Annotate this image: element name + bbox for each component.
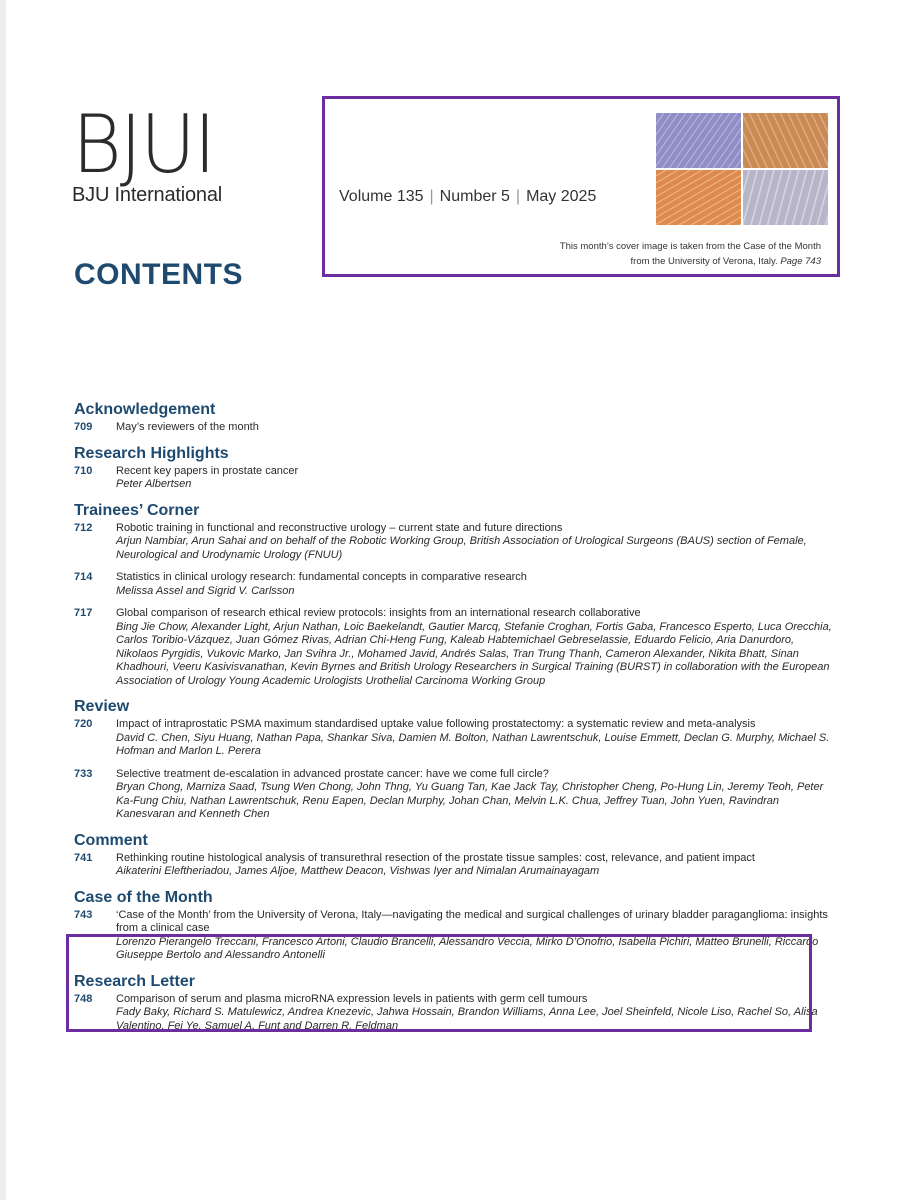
- toc-entry[interactable]: [74, 421, 834, 435]
- cover-caption-text: from the University of Verona, Italy.: [630, 256, 778, 267]
- toc-entry[interactable]: [74, 993, 834, 1034]
- issue-info-box: [322, 96, 840, 277]
- entry-authors: Aikaterini Eleftheriadou, James Aljoe, Matthew Deacon, Vishwas Iyer and Nimalan Arumainayagam: [116, 865, 600, 877]
- entry-authors: Bryan Chong, Marniza Saad, Tsung Wen Chong, John Thng, Yu Guang Tan, Kae Jack Tay, Christopher Cheng, Po-Hung Lin, Jeremy Teoh, Peter Ka-Fung Chiu, Nathan Lawrentschuk, Renu Eapen, Declan Murphy, Johan Chan, Melvin L.K. Chua, Jeffrey Tuan, John Yuen, Ravindran Kanesvaran and Kenneth Chen: [116, 781, 824, 820]
- entry-page-number: 743: [74, 908, 93, 921]
- entry-page-number: 720: [74, 718, 93, 730]
- section-heading: Trainees’ Corner: [74, 501, 200, 519]
- entry-title: May’s reviewers of the month: [116, 421, 259, 433]
- entry-page-number: 717: [74, 607, 93, 619]
- logo-subtitle: BJU International: [72, 184, 223, 206]
- issue-separator: |: [515, 188, 521, 205]
- entry-page-number: 712: [74, 521, 93, 534]
- section-heading: Review: [74, 698, 130, 715]
- entry-authors: Melissa Assel and Sigrid V. Carlsson: [116, 584, 295, 597]
- entry-page-number: 710: [74, 464, 93, 477]
- section-heading: Comment: [74, 831, 148, 849]
- entry-body: [116, 465, 834, 492]
- entry-body: [116, 607, 834, 688]
- section-heading: Research Highlights: [74, 444, 229, 462]
- entry-body: [116, 909, 834, 963]
- toc-entry[interactable]: [74, 522, 834, 563]
- entry-page-number: 709: [74, 421, 93, 433]
- entry-body: [116, 768, 834, 822]
- logo-wordmark: BJUI: [72, 96, 215, 191]
- entry-title: Recent key papers in prostate cancer: [116, 464, 299, 477]
- section-heading: Acknowledgement: [74, 401, 216, 418]
- entry-title: Comparison of serum and plasma microRNA expression levels in patients with germ cell tumours: [116, 992, 588, 1005]
- toc-entry[interactable]: [74, 718, 834, 759]
- cover-tile-ihc-orange: [656, 170, 741, 225]
- entry-authors: Arjun Nambiar, Arun Sahai and on behalf of the Robotic Working Group, British Association of Urological Surgeons (BAUS) section of Female, Neurological and Urodynamic Urology (FNUU): [116, 535, 807, 561]
- toc-entry[interactable]: [74, 768, 834, 822]
- cover-caption-page: Page 743: [780, 256, 821, 267]
- entry-authors: Fady Baky, Richard S. Matulewicz, Andrea Knezevic, Jahwa Hossain, Brandon Williams, Anna Lee, Joel Sheinfeld, Nicole Liso, Rachel So, Alisa Valentino, Fei Ye, Samuel A. Funt and Darren R. Feldman: [116, 1006, 818, 1032]
- entry-body: [116, 718, 834, 759]
- entry-authors: Bing Jie Chow, Alexander Light, Arjun Nathan, Loic Baekelandt, Gautier Marcq, Stefanie Croghan, Fortis Gaba, Francesco Esperto, Luca Orecchia, Carlos Toribio-Vázquez, Juan Gómez Rivas, Adrian Chi-Heng Fung, Kaleab Habtemichael Gebreselassie, Eduardo Felicio, Aria Danurdoro, Nikolaos Pyrgidis, Vukovic Marko, Jan Svihra Jr., Mohamed Javid, Andrés Salas, Tran Trung Thanh, Cameron Alexander, Nikita Bhatt, Sinan Khadhouri, Veeru Kasivisvanathan, Kevin Byrnes and British Urology Researchers in Surgical Training (BURST) in collaboration with the European Association of Urology Young Academic Urologists Urothelial Carcinoma Working Group: [116, 620, 832, 687]
- toc-entry[interactable]: [74, 571, 834, 598]
- issue-date: May 2025: [526, 188, 597, 205]
- issue-separator: |: [429, 188, 434, 205]
- entry-page-number: 748: [74, 992, 93, 1005]
- table-of-contents: [74, 400, 834, 1042]
- issue-line: [339, 188, 596, 206]
- toc-section: [74, 972, 834, 1034]
- toc-entry[interactable]: [74, 465, 834, 492]
- section-heading: Case of the Month: [74, 888, 213, 906]
- entry-body: [116, 993, 834, 1034]
- section-heading: Research Letter: [74, 972, 195, 990]
- toc-section: [74, 831, 834, 879]
- toc-section: [74, 444, 834, 492]
- issue-number: Number 5: [439, 188, 510, 205]
- entry-body: [116, 571, 834, 598]
- entry-title: Statistics in clinical urology research: fundamental concepts in comparative research: [116, 571, 527, 583]
- page-edge-rule: [0, 0, 6, 1200]
- toc-entry[interactable]: [74, 607, 834, 688]
- toc-section: [74, 697, 834, 822]
- entry-authors: Lorenzo Pierangelo Treccani, Francesco Artoni, Claudio Brancelli, Alessandro Veccia, Mirko D’Onofrio, Isabella Pichiri, Matteo Brunelli, Riccardo Giuseppe Bertolo and Alessandro Antonelli: [116, 935, 819, 961]
- entry-title: Robotic training in functional and reconstructive urology – current state and future directions: [116, 521, 563, 534]
- contents-heading: CONTENTS: [74, 258, 243, 291]
- entry-authors: Peter Albertsen: [116, 478, 192, 490]
- entry-page-number: 733: [74, 767, 93, 780]
- cover-caption-line2: [560, 254, 821, 269]
- entry-page-number: 714: [74, 571, 93, 583]
- issue-volume: Volume 135: [339, 188, 424, 205]
- entry-title: ‘Case of the Month’ from the University of Verona, Italy—navigating the medical and surgical challenges of urinary bladder paraganglioma: insights from a clinical case: [116, 908, 828, 934]
- cover-image: [656, 113, 828, 225]
- entry-authors: David C. Chen, Siyu Huang, Nathan Papa, Shankar Siva, Damien M. Bolton, Nathan Lawrentschuk, Louise Emmett, Declan G. Murphy, Michael S. Hofman and Marlon L. Perera: [116, 731, 830, 757]
- cover-caption: [560, 239, 821, 269]
- toc-entry[interactable]: [74, 909, 834, 963]
- entry-body: [116, 852, 834, 879]
- toc-entry[interactable]: [74, 852, 834, 879]
- toc-section: [74, 888, 834, 963]
- entry-body: [116, 522, 834, 563]
- entry-title: Selective treatment de-escalation in advanced prostate cancer: have we come full circle?: [116, 767, 549, 780]
- toc-section: [74, 501, 834, 689]
- journal-logo: [72, 96, 223, 207]
- cover-tile-ihc-grey: [743, 170, 828, 225]
- toc-section: [74, 400, 834, 435]
- entry-title: Global comparison of research ethical review protocols: insights from an international research collaborative: [116, 607, 641, 619]
- cover-tile-he-stain: [656, 113, 741, 168]
- entry-title: Rethinking routine histological analysis of transurethral resection of the prostate tissue samples: cost, relevance, and patient impact: [116, 851, 755, 864]
- entry-body: [116, 421, 834, 435]
- entry-page-number: 741: [74, 851, 93, 864]
- entry-title: Impact of intraprostatic PSMA maximum standardised uptake value following prostatectomy: a systematic review and meta-analysis: [116, 718, 756, 730]
- cover-caption-line1: This month’s cover image is taken from the Case of the Month: [559, 241, 821, 252]
- cover-tile-ihc-brown: [743, 113, 828, 168]
